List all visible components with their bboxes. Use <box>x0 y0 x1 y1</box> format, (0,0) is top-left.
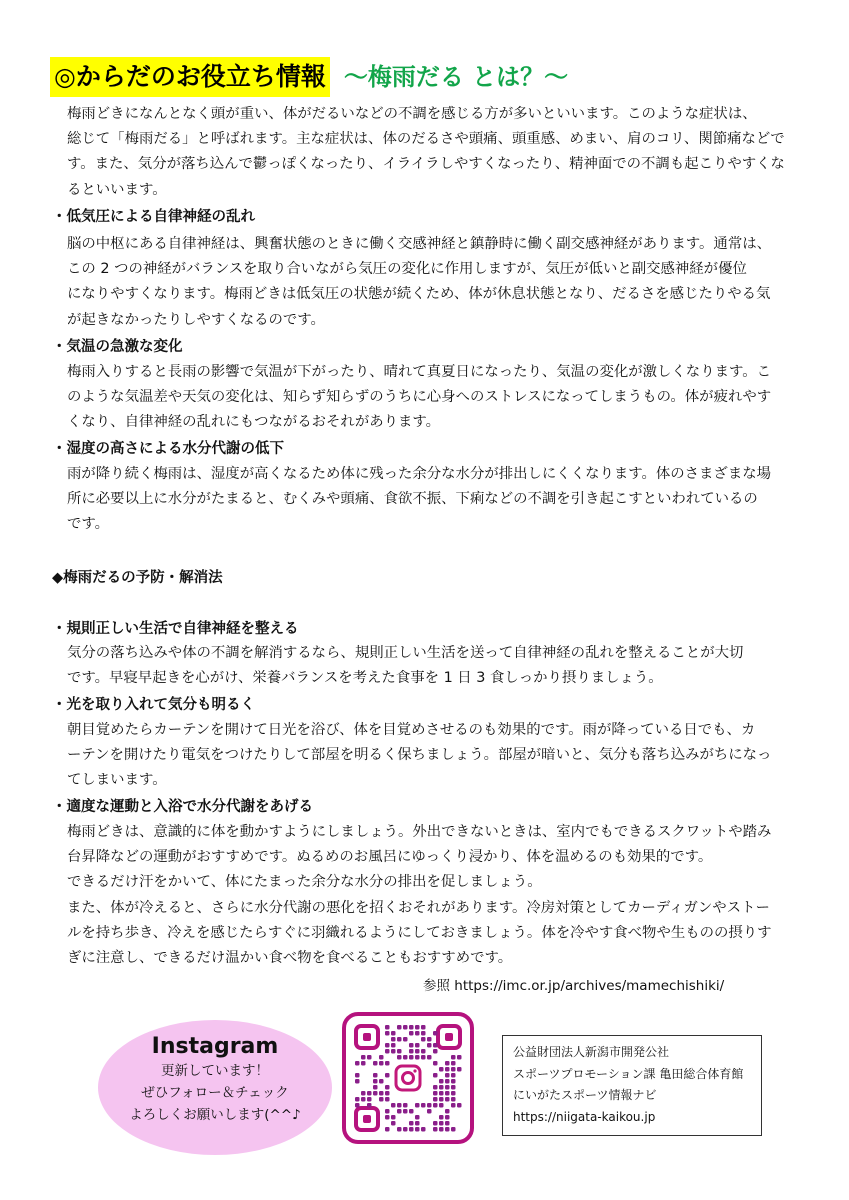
qr-module <box>409 1109 414 1114</box>
qr-module <box>427 1055 432 1060</box>
instagram-line-3: よろしくお願いします(^^♪ <box>129 1107 301 1123</box>
prevention-title: ◆梅雨だるの予防・解消法 <box>52 570 223 586</box>
qr-module <box>415 1121 420 1126</box>
qr-module <box>409 1055 414 1060</box>
qr-module <box>445 1079 450 1084</box>
qr-module <box>433 1103 438 1108</box>
prevention-body-3: 梅雨どきは、意識的に体を動かすようにしましょう。外出できないときは、室内でもできるスクワットや踏み 台昇降などの運動がおすすめです。ぬるめのお風呂にゆっくり浸かり、体を温めるのも効果的です。 できるだけ汗をかいて、体にたまった余分な水分の排出を促しましょう。 また、体が冷えると、さらに水分代謝の悪化を招くおそれがあります。冷房対策としてカーディガンやストー ルを持ち歩き、冷えを感じたらすぐに羽織れるようにしておきましょう。体を冷やす食べ物や生ものの摂りす ぎに注意し、できるだけ温かい食べ物を食べることもおすすめです。 <box>67 824 772 967</box>
qr-module <box>397 1055 402 1060</box>
qr-module <box>361 1097 366 1102</box>
qr-module <box>415 1127 420 1132</box>
qr-module <box>445 1091 450 1096</box>
qr-module <box>397 1103 402 1108</box>
qr-module <box>361 1055 366 1060</box>
qr-module <box>415 1103 420 1108</box>
qr-module <box>355 1061 360 1066</box>
instagram-bubble <box>98 1020 332 1155</box>
qr-module <box>367 1055 372 1060</box>
qr-module <box>439 1103 444 1108</box>
prevention-heading-3: ・適度な運動と入浴で水分代謝をあげる <box>52 799 313 815</box>
qr-module <box>433 1085 438 1090</box>
qr-module <box>433 1121 438 1126</box>
org-name: 公益財団法人新潟市開発公社 <box>513 1045 670 1059</box>
qr-module <box>403 1037 408 1042</box>
qr-module <box>433 1073 438 1078</box>
qr-module <box>445 1097 450 1102</box>
qr-module <box>421 1103 426 1108</box>
instagram-line-2: ぜひフォロー＆チェック <box>141 1085 289 1101</box>
qr-module <box>451 1085 456 1090</box>
qr-module <box>385 1073 390 1078</box>
qr-module <box>439 1079 444 1084</box>
cause-body-3: 雨が降り続く梅雨は、湿度が高くなるため体に残った余分な水分が排出しにくくなります。体のさまざまな場 所に必要以上に水分がたまると、むくみや頭痛、食欲不振、下痢などの不調を引き起こすといわれているの です。 <box>67 466 771 533</box>
qr-module <box>415 1031 420 1036</box>
qr-module <box>391 1031 396 1036</box>
qr-module <box>409 1127 414 1132</box>
qr-module <box>439 1121 444 1126</box>
qr-module <box>373 1079 378 1084</box>
qr-module <box>415 1115 420 1120</box>
qr-module <box>433 1091 438 1096</box>
qr-module <box>451 1061 456 1066</box>
cause-heading-2: ・気温の急激な変化 <box>52 339 183 355</box>
qr-module <box>385 1049 390 1054</box>
qr-module <box>397 1109 402 1114</box>
prevention-body-2: 朝目覚めたらカーテンを開けて日光を浴び、体を目覚めさせるのも効果的です。雨が降っている日でも、カ ーテンを開けたり電気をつけたりして部屋を明るく保ちましょう。部屋が暗いと、気分も落ち込みがちになっ てしまいます。 <box>67 722 772 789</box>
qr-module <box>427 1037 432 1042</box>
qr-module <box>451 1097 456 1102</box>
qr-module <box>391 1115 396 1120</box>
qr-module <box>391 1037 396 1042</box>
qr-module <box>409 1121 414 1126</box>
qr-module <box>355 1079 360 1084</box>
prevention-heading-2: ・光を取り入れて気分も明るく <box>52 697 255 713</box>
qr-pattern <box>352 1022 464 1134</box>
qr-module <box>445 1127 450 1132</box>
cause-heading-3: ・湿度の高さによる水分代謝の低下 <box>52 441 284 457</box>
qr-module <box>403 1109 408 1114</box>
qr-module <box>439 1091 444 1096</box>
qr-module <box>385 1043 390 1048</box>
qr-module <box>355 1097 360 1102</box>
qr-module <box>421 1055 426 1060</box>
qr-module <box>409 1031 414 1036</box>
cause-body-1: 脳の中枢にある自律神経は、興奮状態のときに働く交感神経と鎮静時に働く副交感神経があります。通常は、 この 2 つの神経がバランスを取り合いながら気圧の変化に作用しますが、気圧が低いと副交感神経が優位 になりやすくなります。梅雨どきは低気圧の状態が続くため、体が休息状態となり、だるさを感じたりやる気 が起きなかったりしやすくなるのです。 <box>67 236 771 328</box>
qr-module <box>391 1103 396 1108</box>
qr-module <box>361 1091 366 1096</box>
qr-module <box>385 1061 390 1066</box>
qr-module <box>403 1103 408 1108</box>
qr-module <box>433 1097 438 1102</box>
qr-module <box>445 1085 450 1090</box>
qr-module <box>445 1109 450 1114</box>
qr-module <box>421 1127 426 1132</box>
qr-module <box>385 1097 390 1102</box>
cause-heading-1: ・低気圧による自律神経の乱れ <box>52 209 255 225</box>
qr-module <box>361 1061 366 1066</box>
qr-module <box>397 1049 402 1054</box>
qr-module <box>385 1031 390 1036</box>
qr-module <box>379 1097 384 1102</box>
qr-module <box>451 1127 456 1132</box>
org-department: スポーツプロモーション課 亀田総合体育館 <box>513 1066 744 1081</box>
qr-module <box>415 1055 420 1060</box>
qr-module <box>451 1073 456 1078</box>
qr-module <box>415 1049 420 1054</box>
qr-module <box>439 1097 444 1102</box>
qr-module <box>451 1103 456 1108</box>
qr-module <box>445 1073 450 1078</box>
qr-module <box>385 1127 390 1132</box>
qr-module <box>451 1079 456 1084</box>
qr-module <box>379 1091 384 1096</box>
organization-info <box>502 1035 762 1136</box>
qr-module <box>439 1085 444 1090</box>
qr-module <box>421 1031 426 1036</box>
qr-module <box>367 1091 372 1096</box>
instagram-line-1: 更新しています！ <box>161 1063 269 1079</box>
qr-module <box>379 1079 384 1084</box>
qr-module <box>367 1103 372 1108</box>
qr-module <box>379 1055 384 1060</box>
qr-module <box>445 1121 450 1126</box>
qr-module <box>403 1127 408 1132</box>
qr-module <box>445 1061 450 1066</box>
qr-module <box>355 1103 360 1108</box>
qr-module <box>409 1025 414 1030</box>
qr-module <box>433 1127 438 1132</box>
qr-module <box>439 1115 444 1120</box>
qr-module <box>427 1103 432 1108</box>
qr-module <box>373 1091 378 1096</box>
page-subtitle: ～梅雨だる とは？～ <box>343 63 569 91</box>
qr-module <box>373 1085 378 1090</box>
qr-module <box>433 1043 438 1048</box>
qr-module <box>433 1031 438 1036</box>
qr-module <box>451 1091 456 1096</box>
qr-module <box>397 1025 402 1030</box>
qr-module <box>379 1061 384 1066</box>
qr-module <box>409 1043 414 1048</box>
qr-module <box>421 1025 426 1030</box>
qr-module <box>451 1067 456 1072</box>
qr-module <box>397 1037 402 1042</box>
qr-module <box>385 1025 390 1030</box>
qr-module <box>433 1061 438 1066</box>
qr-module <box>415 1025 420 1030</box>
page-title: ◎からだのお役立ち情報 <box>50 57 330 97</box>
qr-module <box>403 1055 408 1060</box>
qr-module <box>355 1073 360 1078</box>
qr-module <box>385 1091 390 1096</box>
qr-module <box>433 1049 438 1054</box>
qr-module <box>391 1049 396 1054</box>
qr-module <box>427 1109 432 1114</box>
cause-body-2: 梅雨入りすると長雨の影響で気温が下がったり、晴れて真夏日になったり、気温の変化が激しくなります。こ のような気温差や天気の変化は、知らず知らずのうちに心身へのストレスになってしまうもの。体が疲れやす くなり、自律神経の乱れにもつながるおそれがあります。 <box>67 364 772 431</box>
qr-module <box>421 1049 426 1054</box>
qr-module <box>385 1109 390 1114</box>
qr-module <box>367 1097 372 1102</box>
prevention-heading-1: ・規則正しい生活で自律神経を整える <box>52 621 299 637</box>
instagram-title: Instagram <box>151 1034 279 1059</box>
qr-module <box>373 1073 378 1078</box>
qr-module <box>391 1043 396 1048</box>
qr-module <box>421 1037 426 1042</box>
qr-module <box>445 1115 450 1120</box>
qr-module <box>385 1115 390 1120</box>
qr-module <box>457 1055 462 1060</box>
qr-module <box>427 1043 432 1048</box>
qr-module <box>409 1049 414 1054</box>
qr-module <box>373 1061 378 1066</box>
intro-paragraph: 梅雨どきになんとなく頭が重い、体がだるいなどの不調を感じる方が多いといいます。このような症状は、 総じて「梅雨だる」と呼ばれます。主な症状は、体のだるさや頭痛、頭重感、めまい、肩のコリ、関節痛などで す。また、気分が落ち込んで鬱っぽくなったり、イライラしやすくなったり、精神面での不調も起こりやすくな るといいます。 <box>67 106 785 198</box>
qr-module <box>385 1085 390 1090</box>
qr-module <box>439 1067 444 1072</box>
qr-module <box>445 1067 450 1072</box>
prevention-body-1: 気分の落ち込みや体の不調を解消するなら、規則正しい生活を送って自律神経の乱れを整えることが大切 です。早寝早起きを心がけ、栄養バランスを考えた食事を 1 日 3 食しっかり摂りましょう。 <box>67 645 744 687</box>
qr-module <box>457 1103 462 1108</box>
qr-module <box>397 1127 402 1132</box>
qr-module <box>439 1127 444 1132</box>
title-row <box>50 56 568 98</box>
reference-link[interactable]: 参照 https://imc.or.jp/archives/mamechishiki/ <box>423 978 725 994</box>
qr-module <box>457 1067 462 1072</box>
qr-module <box>391 1121 396 1126</box>
qr-module <box>451 1055 456 1060</box>
qr-module <box>415 1043 420 1048</box>
org-site-name: にいがたスポーツ情報ナビ <box>513 1088 657 1102</box>
org-url[interactable]: https://niigata-kaikou.jp <box>513 1109 656 1124</box>
instagram-qr-code[interactable] <box>342 1012 474 1144</box>
qr-module <box>403 1025 408 1030</box>
